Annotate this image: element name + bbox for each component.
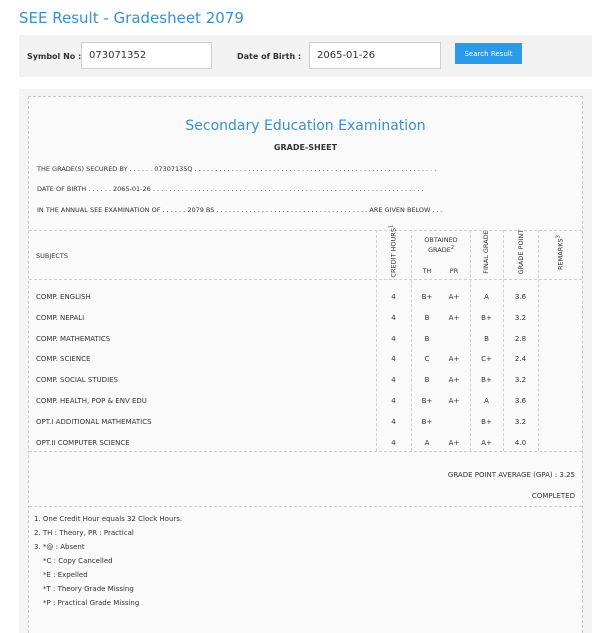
- cell-credit: 4: [391, 293, 396, 301]
- note-credit-hour: 1. One Credit Hour equals 32 Clock Hours.: [34, 515, 183, 523]
- cell-gp: 2.4: [514, 355, 527, 364]
- notes-divider: [29, 506, 582, 507]
- cell-credit: 4: [391, 334, 396, 343]
- subject-name: COMP. HEALTH, POP & ENV EDU: [36, 397, 147, 405]
- note-th-pr: 2. TH : Theory, PR : Practical: [34, 529, 134, 537]
- cell-pr: A+: [448, 397, 460, 405]
- gradesheet-title: GRADE-SHEET: [273, 143, 338, 152]
- subject-name: COMP. ENGLISH: [36, 293, 91, 301]
- cell-pr: A+: [448, 313, 460, 322]
- header-remarks: REMARKS$^3$: [555, 235, 565, 270]
- cell-final: B+: [481, 376, 492, 385]
- cell-credit: 4: [391, 376, 396, 385]
- subject-name: COMP. SCIENCE: [36, 355, 91, 364]
- cell-th: B: [424, 313, 430, 322]
- cell-th: A: [424, 438, 430, 447]
- subject-name: COMP. SOCIAL STUDIES: [36, 376, 119, 385]
- cell-pr: A+: [448, 293, 460, 301]
- note-copy-cancelled: *C : Copy Cancelled: [43, 557, 113, 565]
- cell-th: B+: [421, 397, 433, 405]
- header-final-grade: FINAL GRADE: [482, 230, 490, 274]
- cell-credit: 4: [391, 313, 396, 322]
- cell-gp: 3.2: [514, 417, 527, 426]
- cell-th: B: [424, 376, 430, 385]
- table-top-border: [29, 230, 582, 231]
- cell-th: B+: [421, 293, 433, 301]
- col-divider: [538, 230, 539, 451]
- subject-name: OPT.II COMPUTER SCIENCE: [36, 438, 130, 447]
- page-title: SEE Result - Gradesheet 2079: [19, 9, 244, 27]
- cell-gp: 3.2: [514, 313, 527, 322]
- header-credit-hours: CREDIT HOURS$^1$: [388, 224, 398, 278]
- cell-th: B+: [421, 417, 433, 426]
- header-pr: PR: [449, 267, 459, 275]
- result-status: COMPLETED: [531, 492, 575, 500]
- cell-final: B: [484, 334, 489, 343]
- symbol-label: Symbol No :: [27, 52, 82, 61]
- gradesheet-container: [19, 89, 592, 633]
- cell-pr: A+: [448, 376, 460, 385]
- search-bar: [19, 35, 592, 77]
- table-bottom-border: [29, 451, 582, 452]
- cell-credit: 4: [391, 438, 396, 447]
- note-theory-missing: *T : Theory Grade Missing: [43, 585, 134, 593]
- gradesheet: [28, 96, 583, 633]
- cell-final: C+: [481, 355, 492, 364]
- exam-line: IN THE ANNUAL SEE EXAMINATION OF . . . . . . 2079 BS . . . . . . . . . . . . . . . . . . . . . . . . . . . . . . . . . . . . . ARE GIVEN BELOW . . .: [37, 206, 443, 214]
- cell-credit: 4: [391, 355, 396, 364]
- cell-gp: 3.2: [514, 376, 527, 385]
- subject-name: COMP. MATHEMATICS: [36, 334, 111, 343]
- col-divider: [411, 230, 412, 451]
- note-expelled: *E : Expelled: [43, 571, 88, 579]
- table-header-border: [29, 279, 582, 280]
- cell-gp: 2.8: [514, 334, 527, 343]
- dob-input[interactable]: [309, 42, 441, 69]
- cell-gp: 3.6: [514, 293, 527, 301]
- cell-gp: 3.6: [514, 397, 527, 405]
- gpa-value: GRADE POINT AVERAGE (GPA) : 3.25: [447, 471, 575, 479]
- cell-final: A: [484, 293, 489, 301]
- cell-th: C: [424, 355, 430, 364]
- dob-line: DATE OF BIRTH . . . . . . 2065-01-26 . . . . . . . . . . . . . . . . . . . . . . . . . . . . . . . . . . . . . . . . . . . . . . . . . . . . . . . . . . . . . . . . . .: [37, 185, 424, 193]
- dob-label: Date of Birth :: [237, 52, 302, 61]
- header-grade-point: GRADE POINT: [517, 229, 525, 275]
- cell-final: B+: [481, 313, 492, 322]
- note-absent: 3. *@ : Absent: [34, 543, 85, 551]
- cell-credit: 4: [391, 417, 396, 426]
- search-result-button[interactable]: Search Result: [455, 43, 522, 64]
- cell-final: B+: [481, 417, 492, 426]
- subject-name: OPT.I ADDITIONAL MATHEMATICS: [36, 417, 152, 426]
- cell-credit: 4: [391, 397, 396, 405]
- cell-th: B: [424, 334, 430, 343]
- subject-name: COMP. NEPALI: [36, 313, 85, 322]
- symbol-input[interactable]: [81, 42, 212, 69]
- header-subjects: SUBJECTS: [36, 252, 69, 260]
- cell-final: A+: [481, 438, 492, 447]
- header-obtained-grade: OBTAINED GRADE$^2$: [424, 236, 458, 255]
- header-th: TH: [422, 267, 432, 275]
- secured-by-line: THE GRADE(S) SECURED BY . . . . . . 07307135Q . . . . . . . . . . . . . . . . . . . . . . . . . . . . . . . . . . . . . . . . . . . . . . . . . . . . . . . . . . .: [37, 165, 437, 173]
- cell-pr: A+: [448, 355, 460, 364]
- cell-final: A: [484, 397, 489, 405]
- cell-pr: A+: [448, 438, 460, 447]
- note-practical-missing: *P : Practical Grade Missing: [43, 599, 140, 607]
- exam-title: Secondary Education Examination: [185, 118, 426, 134]
- cell-gp: 4.0: [514, 438, 527, 447]
